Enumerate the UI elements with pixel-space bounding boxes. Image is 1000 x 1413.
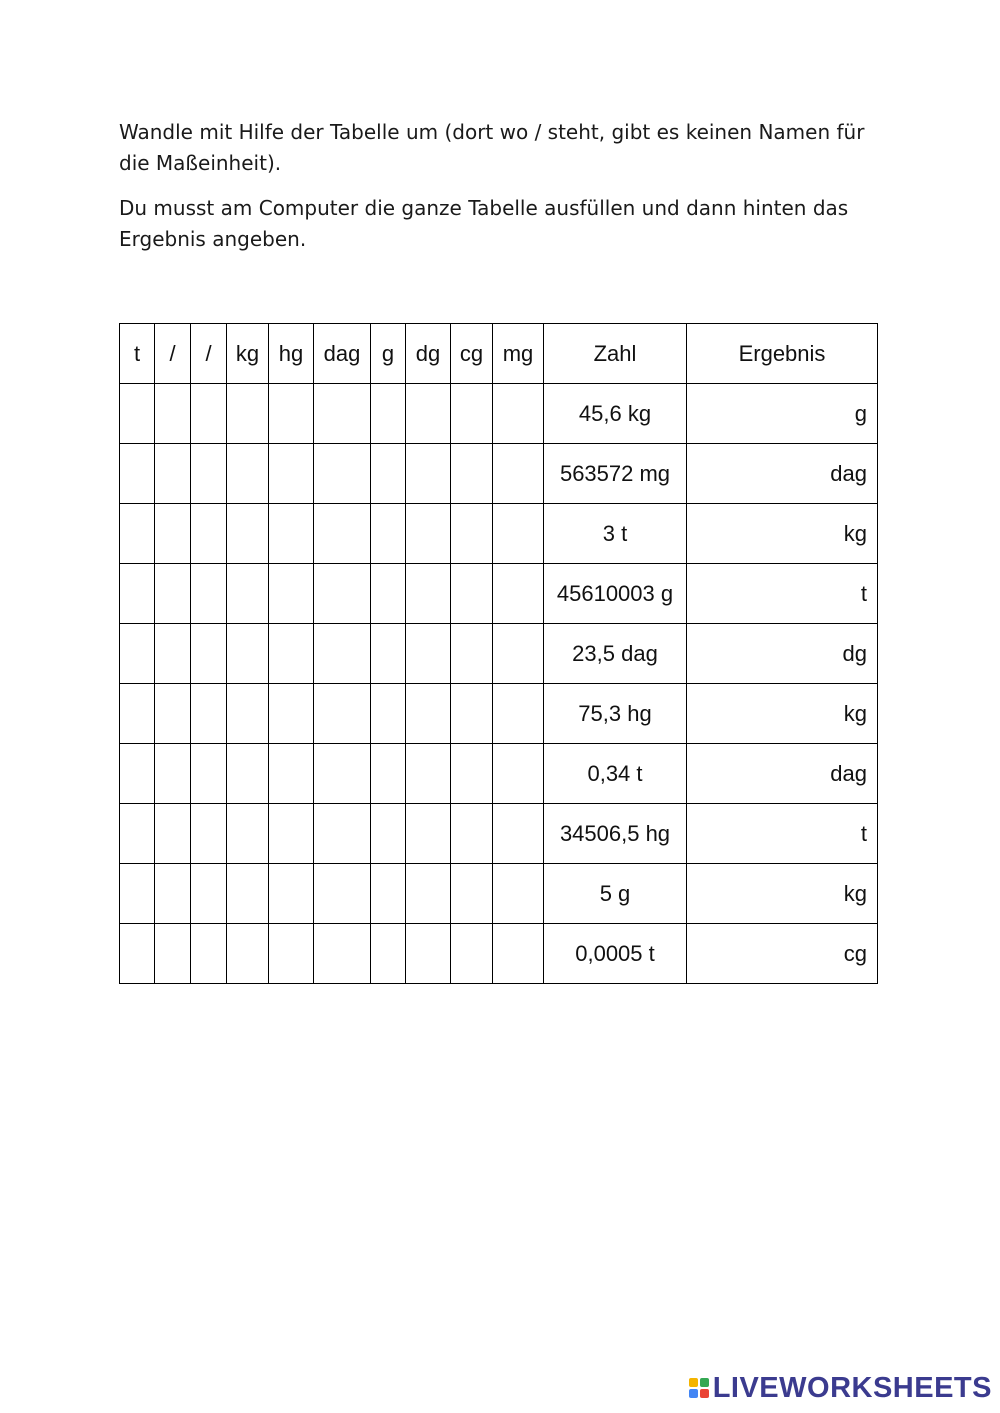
unit-cell-input[interactable] — [155, 804, 191, 864]
ergebnis-cell-input[interactable]: dag — [687, 744, 878, 804]
unit-cell-input[interactable] — [269, 924, 314, 984]
table-row — [120, 384, 878, 444]
unit-cell-input[interactable] — [120, 504, 155, 564]
ergebnis-cell-input[interactable]: g — [687, 384, 878, 444]
unit-cell-input[interactable] — [371, 444, 406, 504]
table-row — [120, 624, 878, 684]
unit-cell-input[interactable] — [493, 384, 544, 444]
column-header: mg — [493, 324, 544, 384]
instructions — [119, 117, 899, 269]
instruction-paragraph-2: Du musst am Computer die ganze Tabelle ausfüllen und dann hinten das Ergebnis angeben. — [119, 196, 849, 251]
zahl-cell: 0,34 t — [544, 744, 687, 804]
unit-cell-input[interactable] — [314, 384, 371, 444]
unit-cell-input[interactable] — [120, 804, 155, 864]
unit-cell-input[interactable] — [155, 744, 191, 804]
unit-cell-input[interactable] — [269, 624, 314, 684]
unit-cell-input[interactable] — [227, 864, 269, 924]
unit-cell-input[interactable] — [451, 804, 493, 864]
unit-cell-input[interactable] — [155, 684, 191, 744]
unit-cell-input[interactable] — [191, 624, 227, 684]
unit-cell-input[interactable] — [493, 624, 544, 684]
unit-cell-input[interactable] — [269, 804, 314, 864]
unit-cell-input[interactable] — [191, 684, 227, 744]
table-header-row — [120, 324, 878, 384]
unit-cell-input[interactable] — [406, 444, 451, 504]
unit-cell-input[interactable] — [314, 624, 371, 684]
zahl-cell: 3 t — [544, 504, 687, 564]
unit-cell-input[interactable] — [191, 564, 227, 624]
unit-cell-input[interactable] — [451, 684, 493, 744]
ergebnis-cell-input[interactable]: kg — [687, 504, 878, 564]
unit-cell-input[interactable] — [451, 564, 493, 624]
column-header: dag — [314, 324, 371, 384]
unit-cell-input[interactable] — [406, 504, 451, 564]
ergebnis-cell-input[interactable]: kg — [687, 684, 878, 744]
ergebnis-cell-input[interactable]: kg — [687, 864, 878, 924]
column-header: hg — [269, 324, 314, 384]
table-row — [120, 924, 878, 984]
unit-cell-input[interactable] — [406, 924, 451, 984]
unit-cell-input[interactable] — [120, 624, 155, 684]
table-row — [120, 564, 878, 624]
unit-cell-input[interactable] — [191, 444, 227, 504]
table-row — [120, 744, 878, 804]
unit-cell-input[interactable] — [406, 744, 451, 804]
unit-cell-input[interactable] — [493, 564, 544, 624]
unit-cell-input[interactable] — [451, 864, 493, 924]
unit-cell-input[interactable] — [269, 384, 314, 444]
unit-cell-input[interactable] — [191, 924, 227, 984]
unit-cell-input[interactable] — [227, 384, 269, 444]
unit-cell-input[interactable] — [269, 684, 314, 744]
unit-cell-input[interactable] — [191, 384, 227, 444]
unit-cell-input[interactable] — [120, 384, 155, 444]
unit-cell-input[interactable] — [155, 564, 191, 624]
unit-cell-input[interactable] — [227, 624, 269, 684]
ergebnis-cell-input[interactable]: cg — [687, 924, 878, 984]
unit-cell-input[interactable] — [191, 804, 227, 864]
ergebnis-cell-input[interactable]: dag — [687, 444, 878, 504]
unit-cell-input[interactable] — [406, 624, 451, 684]
column-header: t — [120, 324, 155, 384]
ergebnis-cell-input[interactable]: dg — [687, 624, 878, 684]
ergebnis-cell-input[interactable]: t — [687, 804, 878, 864]
unit-cell-input[interactable] — [155, 444, 191, 504]
column-header: kg — [227, 324, 269, 384]
zahl-cell: 75,3 hg — [544, 684, 687, 744]
instruction-paragraph-1: Wandle mit Hilfe der Tabelle um (dort wo / steht, gibt es keinen Namen für die Maßeinheit). — [119, 120, 865, 175]
table-body — [120, 384, 878, 984]
unit-cell-input[interactable] — [451, 384, 493, 444]
liveworksheets-logo — [689, 1373, 992, 1403]
unit-cell-input[interactable] — [314, 684, 371, 744]
unit-cell-input[interactable] — [371, 624, 406, 684]
unit-cell-input[interactable] — [155, 624, 191, 684]
unit-cell-input[interactable] — [493, 804, 544, 864]
unit-cell-input[interactable] — [371, 504, 406, 564]
unit-cell-input[interactable] — [155, 924, 191, 984]
unit-cell-input[interactable] — [406, 384, 451, 444]
zahl-cell: 45610003 g — [544, 564, 687, 624]
unit-cell-input[interactable] — [269, 744, 314, 804]
unit-cell-input[interactable] — [314, 804, 371, 864]
unit-cell-input[interactable] — [155, 864, 191, 924]
unit-cell-input[interactable] — [406, 864, 451, 924]
column-header: Zahl — [544, 324, 687, 384]
unit-cell-input[interactable] — [120, 444, 155, 504]
unit-cell-input[interactable] — [191, 864, 227, 924]
unit-cell-input[interactable] — [371, 804, 406, 864]
unit-cell-input[interactable] — [227, 804, 269, 864]
zahl-cell: 34506,5 hg — [544, 804, 687, 864]
unit-cell-input[interactable] — [227, 444, 269, 504]
logo-text: LIVEWORKSHEETS — [712, 1371, 992, 1404]
unit-cell-input[interactable] — [120, 864, 155, 924]
unit-cell-input[interactable] — [227, 504, 269, 564]
zahl-cell: 5 g — [544, 864, 687, 924]
unit-cell-input[interactable] — [120, 924, 155, 984]
unit-cell-input[interactable] — [269, 564, 314, 624]
unit-cell-input[interactable] — [314, 924, 371, 984]
unit-cell-input[interactable] — [371, 924, 406, 984]
unit-cell-input[interactable] — [314, 564, 371, 624]
table-row — [120, 444, 878, 504]
unit-cell-input[interactable] — [493, 444, 544, 504]
unit-cell-input[interactable] — [314, 864, 371, 924]
unit-cell-input[interactable] — [120, 564, 155, 624]
unit-cell-input[interactable] — [493, 684, 544, 744]
unit-cell-input[interactable] — [314, 744, 371, 804]
unit-cell-input[interactable] — [314, 504, 371, 564]
conversion-table — [119, 323, 878, 984]
unit-cell-input[interactable] — [371, 744, 406, 804]
unit-cell-input[interactable] — [155, 384, 191, 444]
column-header: dg — [406, 324, 451, 384]
unit-cell-input[interactable] — [120, 744, 155, 804]
unit-cell-input[interactable] — [269, 504, 314, 564]
zahl-cell: 45,6 kg — [544, 384, 687, 444]
unit-cell-input[interactable] — [269, 444, 314, 504]
column-header: / — [191, 324, 227, 384]
table-row — [120, 864, 878, 924]
zahl-cell: 0,0005 t — [544, 924, 687, 984]
unit-cell-input[interactable] — [227, 744, 269, 804]
unit-cell-input[interactable] — [155, 504, 191, 564]
unit-cell-input[interactable] — [451, 744, 493, 804]
zahl-cell: 563572 mg — [544, 444, 687, 504]
table-row — [120, 804, 878, 864]
unit-cell-input[interactable] — [314, 444, 371, 504]
zahl-cell: 23,5 dag — [544, 624, 687, 684]
unit-cell-input[interactable] — [371, 684, 406, 744]
unit-cell-input[interactable] — [371, 384, 406, 444]
unit-cell-input[interactable] — [493, 504, 544, 564]
unit-cell-input[interactable] — [451, 624, 493, 684]
ergebnis-cell-input[interactable]: t — [687, 564, 878, 624]
unit-cell-input[interactable] — [493, 924, 544, 984]
table-row — [120, 504, 878, 564]
unit-cell-input[interactable] — [493, 864, 544, 924]
unit-cell-input[interactable] — [371, 564, 406, 624]
liveworksheets-mark-icon — [689, 1378, 709, 1398]
unit-cell-input[interactable] — [371, 864, 406, 924]
unit-cell-input[interactable] — [227, 684, 269, 744]
unit-cell-input[interactable] — [406, 804, 451, 864]
unit-cell-input[interactable] — [451, 504, 493, 564]
unit-cell-input[interactable] — [227, 924, 269, 984]
unit-cell-input[interactable] — [406, 564, 451, 624]
column-header: cg — [451, 324, 493, 384]
unit-cell-input[interactable] — [451, 924, 493, 984]
unit-cell-input[interactable] — [120, 684, 155, 744]
unit-cell-input[interactable] — [269, 864, 314, 924]
unit-cell-input[interactable] — [191, 744, 227, 804]
table-row — [120, 684, 878, 744]
column-header: Ergebnis — [687, 324, 878, 384]
unit-cell-input[interactable] — [191, 504, 227, 564]
column-header: / — [155, 324, 191, 384]
unit-cell-input[interactable] — [227, 564, 269, 624]
unit-cell-input[interactable] — [493, 744, 544, 804]
unit-cell-input[interactable] — [451, 444, 493, 504]
unit-cell-input[interactable] — [406, 684, 451, 744]
column-header: g — [371, 324, 406, 384]
